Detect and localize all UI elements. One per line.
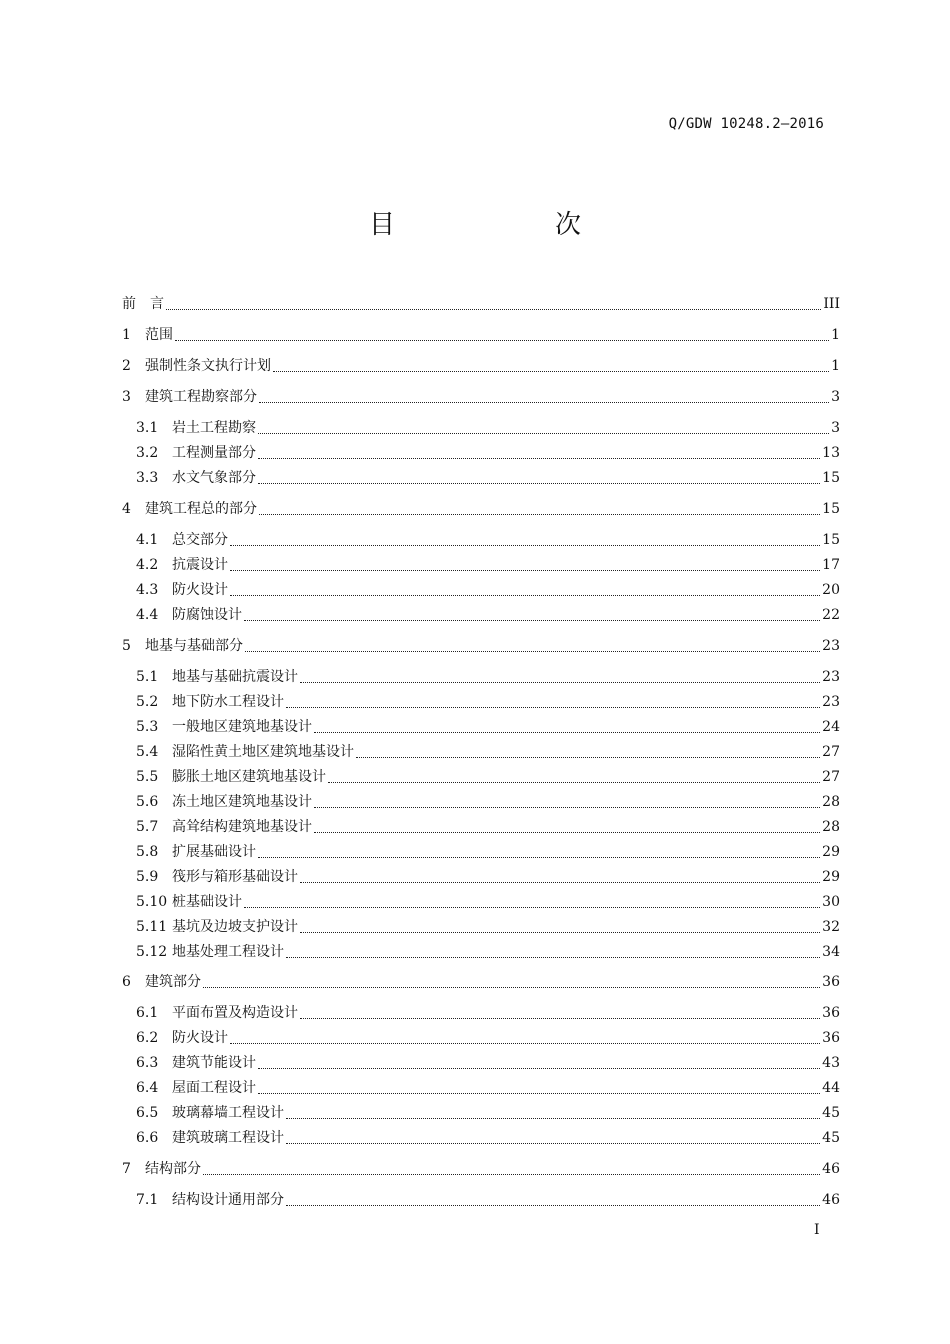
- toc-entry-number: 6.2: [136, 1030, 159, 1046]
- toc-entry-label: 防火设计: [172, 1030, 228, 1046]
- toc-entry[interactable]: [136, 1026, 840, 1048]
- toc-entry-page: 30: [822, 894, 840, 910]
- toc-dot-leader: [300, 882, 820, 883]
- toc-entry-number: 6.6: [136, 1130, 159, 1146]
- toc-entry-page: 1: [831, 358, 840, 374]
- toc-entry-label: 高耸结构建筑地基设计: [172, 819, 312, 835]
- toc-entry-number: 4: [122, 501, 131, 517]
- toc-dot-leader: [314, 832, 820, 833]
- toc-entry-label: 建筑工程勘察部分: [145, 389, 257, 405]
- toc-title: 目 次: [368, 210, 617, 240]
- toc-entry-page: 28: [822, 819, 840, 835]
- toc-entry-number: 5.11: [136, 919, 168, 935]
- toc-entry-page: 22: [822, 607, 840, 623]
- toc-dot-leader: [258, 1093, 820, 1094]
- toc-dot-leader: [244, 620, 820, 621]
- toc-dot-leader: [258, 1068, 820, 1069]
- toc-entry[interactable]: [136, 1051, 840, 1073]
- toc-dot-leader: [286, 1205, 820, 1206]
- toc-entry-page: III: [823, 296, 840, 312]
- toc-entry[interactable]: [136, 940, 840, 962]
- toc-entry-page: 24: [822, 719, 840, 735]
- toc-dot-leader: [245, 651, 820, 652]
- toc-entry-number: 7: [122, 1161, 131, 1177]
- toc-entry-page: 17: [822, 557, 840, 573]
- toc-entry-number: 5.5: [136, 769, 159, 785]
- toc-entry-label: 结构设计通用部分: [172, 1192, 284, 1208]
- toc-entry-page: 15: [822, 501, 840, 517]
- toc-entry-page: 45: [822, 1105, 840, 1121]
- toc-entry-page: 15: [822, 470, 840, 486]
- toc-dot-leader: [314, 807, 820, 808]
- toc-entry-label: 前 言: [122, 296, 164, 312]
- toc-entry-label: 屋面工程设计: [172, 1080, 256, 1096]
- toc-entry[interactable]: [136, 740, 840, 762]
- toc-entry-number: 5.7: [136, 819, 159, 835]
- toc-entry[interactable]: [136, 790, 840, 812]
- toc-dot-leader: [300, 1018, 820, 1019]
- toc-dot-leader: [258, 458, 820, 459]
- toc-dot-leader: [328, 782, 820, 783]
- toc-entry[interactable]: [136, 865, 840, 887]
- toc-entry[interactable]: [122, 634, 840, 656]
- toc-entry[interactable]: [136, 715, 840, 737]
- toc-entry-page: 27: [822, 769, 840, 785]
- toc-entry[interactable]: [136, 815, 840, 837]
- toc-dot-leader: [286, 957, 820, 958]
- toc-entry-label: 范围: [145, 327, 173, 343]
- toc-entry-page: 34: [822, 944, 840, 960]
- toc-entry[interactable]: [136, 1001, 840, 1023]
- toc-entry[interactable]: [136, 840, 840, 862]
- toc-entry-page: 46: [822, 1192, 840, 1208]
- toc-entry[interactable]: [136, 578, 840, 600]
- toc-entry-label: 建筑节能设计: [172, 1055, 256, 1071]
- toc-entry-label: 筏形与箱形基础设计: [172, 869, 298, 885]
- toc-entry-label: 地基处理工程设计: [172, 944, 284, 960]
- toc-entry-label: 防腐蚀设计: [172, 607, 242, 623]
- toc-entry-number: 6.3: [136, 1055, 159, 1071]
- toc-entry-label: 建筑部分: [145, 974, 201, 990]
- toc-dot-leader: [258, 483, 820, 484]
- toc-entry[interactable]: [136, 690, 840, 712]
- toc-entry[interactable]: [136, 915, 840, 937]
- toc-dot-leader: [259, 402, 829, 403]
- toc-dot-leader: [300, 932, 820, 933]
- toc-dot-leader: [203, 987, 820, 988]
- toc-entry-label: 地基与基础部分: [145, 638, 243, 654]
- toc-entry[interactable]: [122, 323, 840, 345]
- toc-entry-label: 强制性条文执行计划: [145, 358, 271, 374]
- toc-dot-leader: [286, 1143, 820, 1144]
- toc-entry-number: 5.3: [136, 719, 159, 735]
- toc-entry-page: 36: [822, 974, 840, 990]
- toc-entry-number: 4.3: [136, 582, 159, 598]
- toc-entry-page: 23: [822, 694, 840, 710]
- toc-entry[interactable]: [136, 1101, 840, 1123]
- toc-entry[interactable]: [136, 528, 840, 550]
- toc-entry[interactable]: [122, 970, 840, 992]
- toc-entry-label: 总交部分: [172, 532, 228, 548]
- toc-entry-page: 46: [822, 1161, 840, 1177]
- toc-dot-leader: [258, 857, 820, 858]
- toc-dot-leader: [300, 682, 820, 683]
- toc-entry-page: 3: [831, 420, 840, 436]
- toc-entry-label: 建筑工程总的部分: [145, 501, 257, 517]
- toc-dot-leader: [230, 1043, 820, 1044]
- toc-entry-label: 一般地区建筑地基设计: [172, 719, 312, 735]
- toc-entry-number: 3.1: [136, 420, 159, 436]
- toc-entry-number: 5.1: [136, 669, 159, 685]
- toc-entry-page: 23: [822, 638, 840, 654]
- toc-entry-page: 36: [822, 1030, 840, 1046]
- toc-entry-number: 6.5: [136, 1105, 159, 1121]
- toc-entry-page: 45: [822, 1130, 840, 1146]
- toc-dot-leader: [258, 433, 829, 434]
- toc-entry[interactable]: [122, 354, 840, 376]
- toc-entry-page: 43: [822, 1055, 840, 1071]
- toc-entry-number: 5.10: [136, 894, 168, 910]
- toc-dot-leader: [286, 1118, 820, 1119]
- toc-dot-leader: [244, 907, 820, 908]
- toc-entry-number: 5.6: [136, 794, 159, 810]
- document-code: Q/GDW 10248.2—2016: [668, 116, 824, 132]
- toc-entry[interactable]: [136, 441, 840, 463]
- toc-entry[interactable]: [136, 416, 840, 438]
- toc-entry[interactable]: [122, 385, 840, 407]
- toc-entry-number: 3: [122, 389, 131, 405]
- toc-entry-page: 44: [822, 1080, 840, 1096]
- toc-entry-label: 地基与基础抗震设计: [172, 669, 298, 685]
- toc-dot-leader: [259, 514, 820, 515]
- toc-entry-label: 扩展基础设计: [172, 844, 256, 860]
- toc-entry-label: 地下防水工程设计: [172, 694, 284, 710]
- toc-entry-label: 岩土工程勘察: [172, 420, 256, 436]
- toc-entry-label: 工程测量部分: [172, 445, 256, 461]
- toc-entry-number: 5.2: [136, 694, 159, 710]
- toc-entry-page: 20: [822, 582, 840, 598]
- toc-entry-number: 4.2: [136, 557, 159, 573]
- toc-entry[interactable]: [136, 765, 840, 787]
- toc-entry-page: 1: [831, 327, 840, 343]
- toc-dot-leader: [356, 757, 820, 758]
- toc-entry[interactable]: [136, 1188, 840, 1210]
- toc-dot-leader: [166, 309, 821, 310]
- toc-entry-page: 3: [831, 389, 840, 405]
- toc-entry[interactable]: [122, 497, 840, 519]
- toc-entry[interactable]: [122, 1157, 840, 1179]
- toc-entry-number: 5: [122, 638, 131, 654]
- toc-entry-label: 平面布置及构造设计: [172, 1005, 298, 1021]
- toc-entry-number: 5.9: [136, 869, 159, 885]
- toc-entry-page: 29: [822, 869, 840, 885]
- toc-dot-leader: [230, 545, 820, 546]
- toc-entry-label: 玻璃幕墙工程设计: [172, 1105, 284, 1121]
- toc-dot-leader: [175, 340, 829, 341]
- toc-entry[interactable]: [136, 665, 840, 687]
- toc-entry[interactable]: [136, 553, 840, 575]
- toc-dot-leader: [273, 371, 829, 372]
- toc-entry-label: 桩基础设计: [172, 894, 242, 910]
- toc-entry-label: 膨胀土地区建筑地基设计: [172, 769, 326, 785]
- page-number: I: [814, 1222, 820, 1238]
- toc-entry[interactable]: [122, 292, 840, 314]
- toc-entry-label: 湿陷性黄土地区建筑地基设计: [172, 744, 354, 760]
- toc-entry-number: 5.8: [136, 844, 159, 860]
- toc-entry-page: 29: [822, 844, 840, 860]
- toc-entry-page: 15: [822, 532, 840, 548]
- toc-entry-number: 4.1: [136, 532, 159, 548]
- toc-entry-number: 5.12: [136, 944, 168, 960]
- toc-entry[interactable]: [136, 466, 840, 488]
- toc-entry-number: 5.4: [136, 744, 159, 760]
- toc-entry-label: 建筑玻璃工程设计: [172, 1130, 284, 1146]
- toc-entry-number: 3.3: [136, 470, 159, 486]
- toc-entry-page: 36: [822, 1005, 840, 1021]
- toc-entry-label: 水文气象部分: [172, 470, 256, 486]
- toc-entry-number: 7.1: [136, 1192, 159, 1208]
- toc-entry-number: 1: [122, 327, 131, 343]
- toc-entry-number: 2: [122, 358, 131, 374]
- toc-entry-page: 13: [822, 445, 840, 461]
- toc-entry-label: 基坑及边坡支护设计: [172, 919, 298, 935]
- toc-entry-page: 32: [822, 919, 840, 935]
- toc-entry-page: 28: [822, 794, 840, 810]
- toc-dot-leader: [230, 595, 820, 596]
- toc-entry-label: 防火设计: [172, 582, 228, 598]
- toc-entry-page: 27: [822, 744, 840, 760]
- toc-dot-leader: [314, 732, 820, 733]
- toc-entry[interactable]: [136, 1126, 840, 1148]
- toc-entry-page: 23: [822, 669, 840, 685]
- toc-entry[interactable]: [136, 603, 840, 625]
- toc-entry-number: 3.2: [136, 445, 159, 461]
- toc-entry-label: 抗震设计: [172, 557, 228, 573]
- toc-entry-number: 6.1: [136, 1005, 159, 1021]
- toc-dot-leader: [203, 1174, 820, 1175]
- toc-entry-number: 6: [122, 974, 131, 990]
- toc-entry[interactable]: [136, 890, 840, 912]
- toc-entry-label: 冻土地区建筑地基设计: [172, 794, 312, 810]
- toc-entry[interactable]: [136, 1076, 840, 1098]
- toc-dot-leader: [230, 570, 820, 571]
- toc-entry-number: 6.4: [136, 1080, 159, 1096]
- toc-entry-label: 结构部分: [145, 1161, 201, 1177]
- toc-entry-number: 4.4: [136, 607, 159, 623]
- toc-dot-leader: [286, 707, 820, 708]
